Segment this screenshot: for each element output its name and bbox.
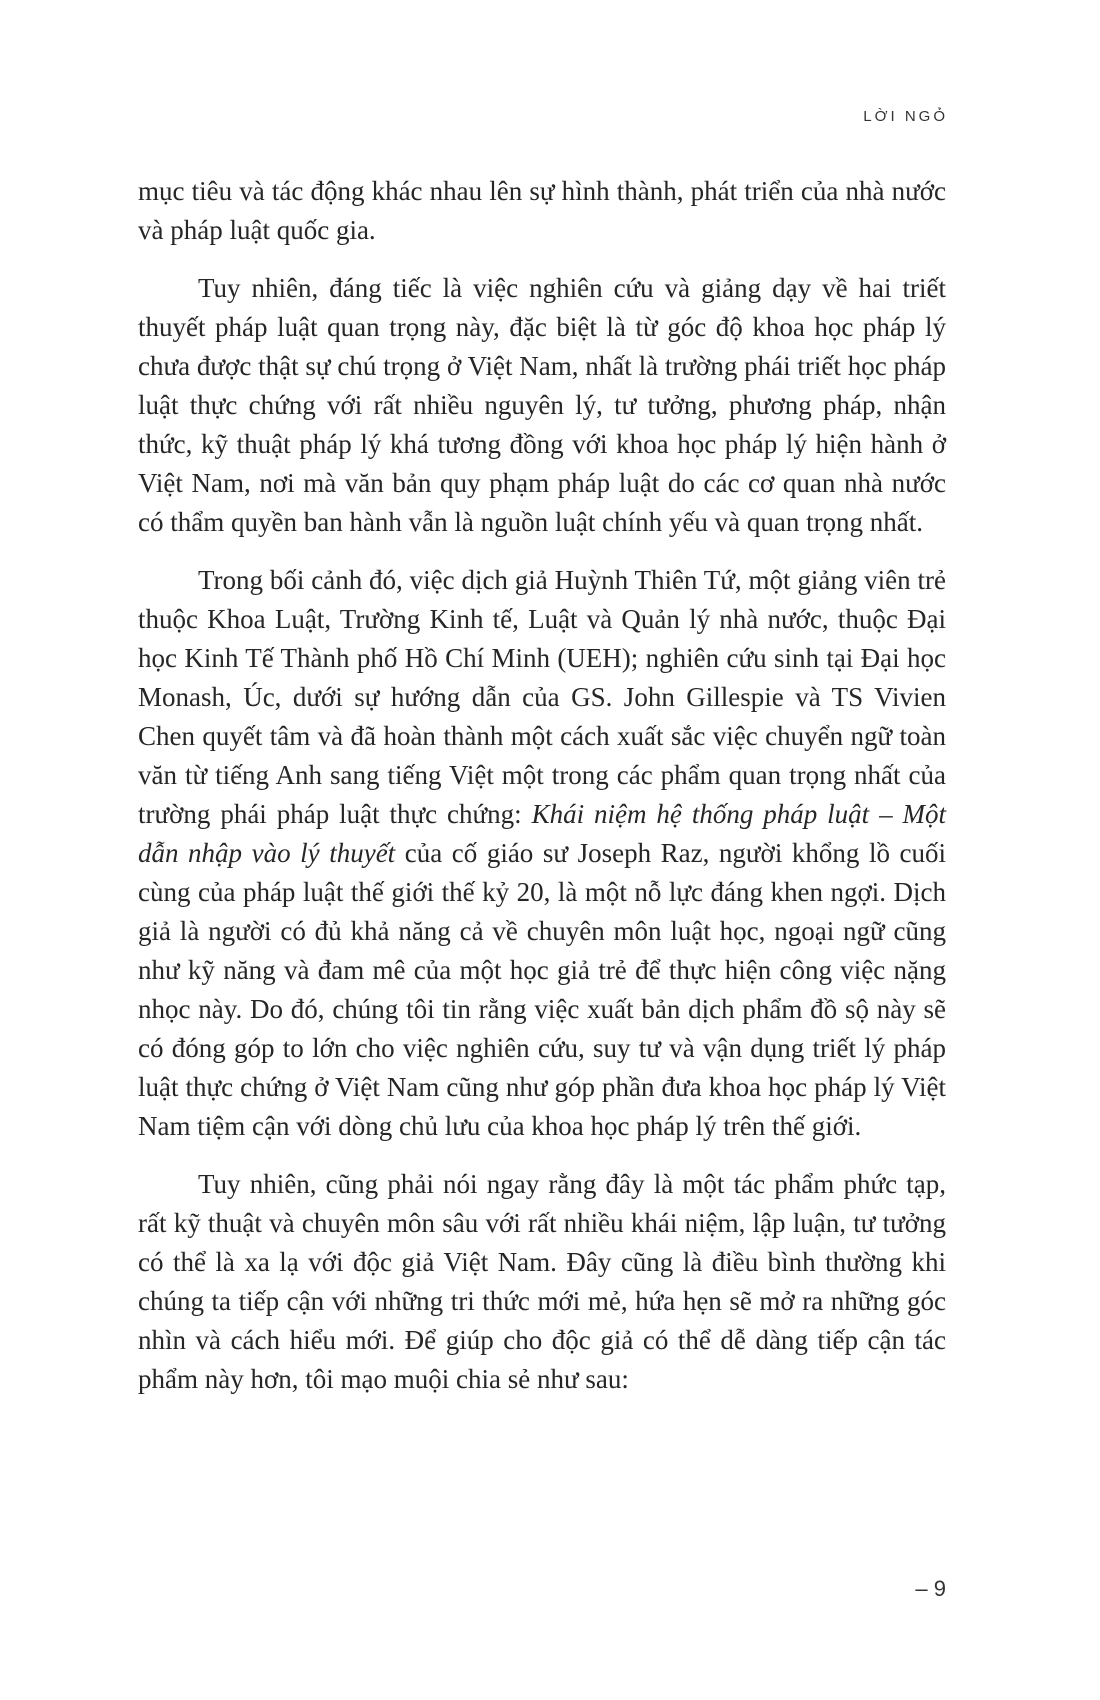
body-text: [138, 172, 946, 1418]
paragraph-1: mục tiêu và tác động khác nhau lên sự hình thành, phát triển của nhà nước và pháp luật quốc gia.: [138, 176, 946, 245]
paragraph-2: Tuy nhiên, đáng tiếc là việc nghiên cứu và giảng dạy về hai triết thuyết pháp luật quan trọng này, đặc biệt là từ góc độ khoa học pháp lý chưa được thật sự chú trọng ở Việt Nam, nhất là trường phái triết học pháp luật thực chứng với rất nhiều nguyên lý, tư tưởng, phương pháp, nhận thức, kỹ thuật pháp lý khá tương đồng với khoa học pháp lý hiện hành ở Việt Nam, nơi mà văn bản quy phạm pháp luật do các cơ quan nhà nước có thẩm quyền ban hành vẫn là nguồn luật chính yếu và quan trọng nhất.: [138, 273, 946, 537]
paragraph-3: [138, 561, 946, 1146]
running-header: LỜI NGỎ: [863, 108, 948, 125]
paragraph-3-text-before: Trong bối cảnh đó, việc dịch giả Huỳnh Thiên Tứ, một giảng viên trẻ thuộc Khoa Luật, Trường Kinh tế, Luật và Quản lý nhà nước, thuộc Đại học Kinh Tế Thành phố Hồ Chí Minh (UEH); nghiên cứu sinh tại Đại học Monash, Úc, dưới sự hướng dẫn của GS. John Gillespie và TS Vivien Chen quyết tâm và đã hoàn thành một cách xuất sắc việc chuyển ngữ toàn văn từ tiếng Anh sang tiếng Việt một trong các phẩm quan trọng nhất của trường phái pháp luật thực chứng:: [138, 565, 946, 829]
page-number: – 9: [915, 1576, 946, 1601]
paragraph-3-text-after: của cố giáo sư Joseph Raz, người khổng lồ cuối cùng của pháp luật thế giới thế kỷ 20, là một nỗ lực đáng khen ngợi. Dịch giả là người có đủ khả năng cả về chuyên môn luật học, ngoại ngữ cũng như kỹ năng và đam mê của một học giả trẻ để thực hiện công việc nặng nhọc này. Do đó, chúng tôi tin rằng việc xuất bản dịch phẩm đồ sộ này sẽ có đóng góp to lớn cho việc nghiên cứu, suy tư và vận dụng triết lý pháp luật thực chứng ở Việt Nam cũng như góp phần đưa khoa học pháp lý Việt Nam tiệm cận với dòng chủ lưu của khoa học pháp lý trên thế giới.: [138, 838, 946, 1141]
paragraph-4: Tuy nhiên, cũng phải nói ngay rằng đây là một tác phẩm phức tạp, rất kỹ thuật và chuyên môn sâu với rất nhiều khái niệm, lập luận, tư tưởng có thể là xa lạ với độc giả Việt Nam. Đây cũng là điều bình thường khi chúng ta tiếp cận với những tri thức mới mẻ, hứa hẹn sẽ mở ra những góc nhìn và cách hiểu mới. Để giúp cho độc giả có thể dễ dàng tiếp cận tác phẩm này hơn, tôi mạo muội chia sẻ như sau:: [138, 1169, 946, 1394]
book-title-italic: Khái niệm hệ thống pháp luật – Một dẫn nhập vào lý thuyết: [138, 799, 946, 868]
